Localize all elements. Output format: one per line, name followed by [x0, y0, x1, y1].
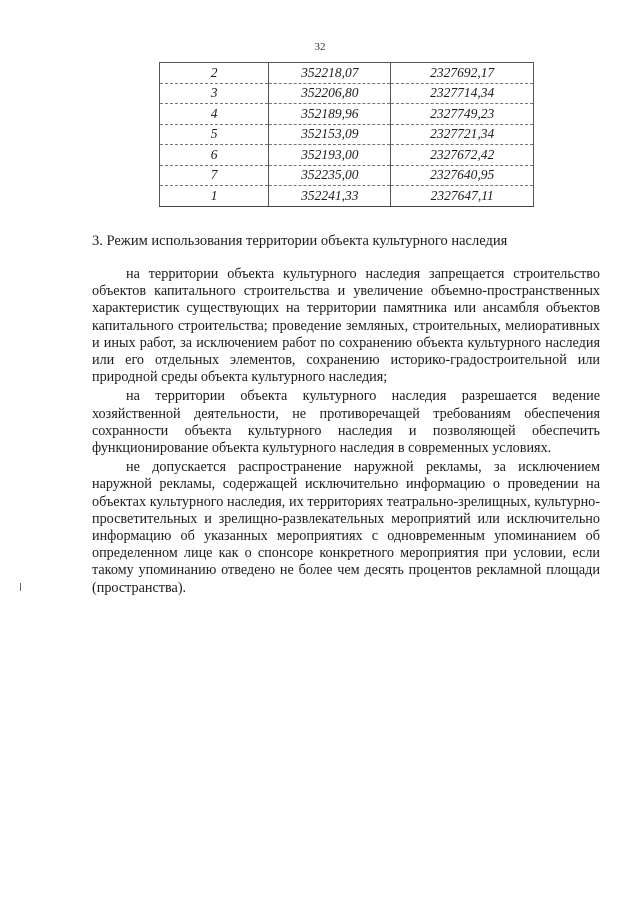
point-number: 6 — [160, 145, 269, 166]
section-body — [92, 266, 600, 599]
y-coordinate: 2327714,34 — [391, 83, 534, 104]
table-row — [160, 124, 534, 145]
paragraph-permissions: на территории объекта культурного наследия разрешается ведение хозяйственной деятельности, не противоречащей требованиям обеспечения сохранности объекта культурного наследия и позволяющей обеспечить функционирование объекта культурного наследия в современных условиях. — [92, 388, 600, 457]
x-coordinate: 352218,07 — [269, 63, 391, 84]
table-row — [160, 165, 534, 186]
table-row — [160, 186, 534, 207]
y-coordinate: 2327692,17 — [391, 63, 534, 84]
point-number: 3 — [160, 83, 269, 104]
table-row — [160, 104, 534, 125]
x-coordinate: 352235,00 — [269, 165, 391, 186]
table-row — [160, 145, 534, 166]
section-heading: 3. Режим использования территории объекта культурного наследия — [92, 233, 508, 249]
table-row — [160, 63, 534, 84]
y-coordinate: 2327647,11 — [391, 186, 534, 207]
x-coordinate: 352193,00 — [269, 145, 391, 166]
page-number: 32 — [314, 41, 326, 53]
y-coordinate: 2327672,42 — [391, 145, 534, 166]
point-number: 2 — [160, 63, 269, 84]
x-coordinate: 352206,80 — [269, 83, 391, 104]
y-coordinate: 2327721,34 — [391, 124, 534, 145]
y-coordinate: 2327640,95 — [391, 165, 534, 186]
point-number: 1 — [160, 186, 269, 207]
x-coordinate: 352241,33 — [269, 186, 391, 207]
paragraph-advertising: не допускается распространение наружной рекламы, за исключением наружной рекламы, содержащей исключительно информацию о проведении на объектах культурного наследия, их территориях театрально-зрелищных, культурно-просветительных и зрелищно-развлекательных мероприятий или исключительно информацию об указанных мероприятиях с одновременным упоминанием об определенном лице как о спонсоре конкретного мероприятия при условии, если такому упоминанию отведено не более чем десять процентов рекламной площади (пространства). — [92, 459, 600, 596]
coordinates-table — [159, 62, 534, 207]
point-number: 7 — [160, 165, 269, 186]
point-number: 4 — [160, 104, 269, 125]
point-number: 5 — [160, 124, 269, 145]
y-coordinate: 2327749,23 — [391, 104, 534, 125]
table-row — [160, 83, 534, 104]
paragraph-prohibitions: на территории объекта культурного наследия запрещается строительство объектов капитального строительства и увеличение объемно-пространственных характеристик существующих на территории памятника или ансамбля объектов капитального строительства; проведение земляных, строительных, мелиоративных и иных работ, за исключением работ по сохранению объекта культурного наследия или его отдельных элементов, сохранению историко-градостроительной или природной среды объекта культурного наследия; — [92, 266, 600, 386]
x-coordinate: 352189,96 — [269, 104, 391, 125]
x-coordinate: 352153,09 — [269, 124, 391, 145]
scan-margin-mark — [20, 583, 21, 591]
